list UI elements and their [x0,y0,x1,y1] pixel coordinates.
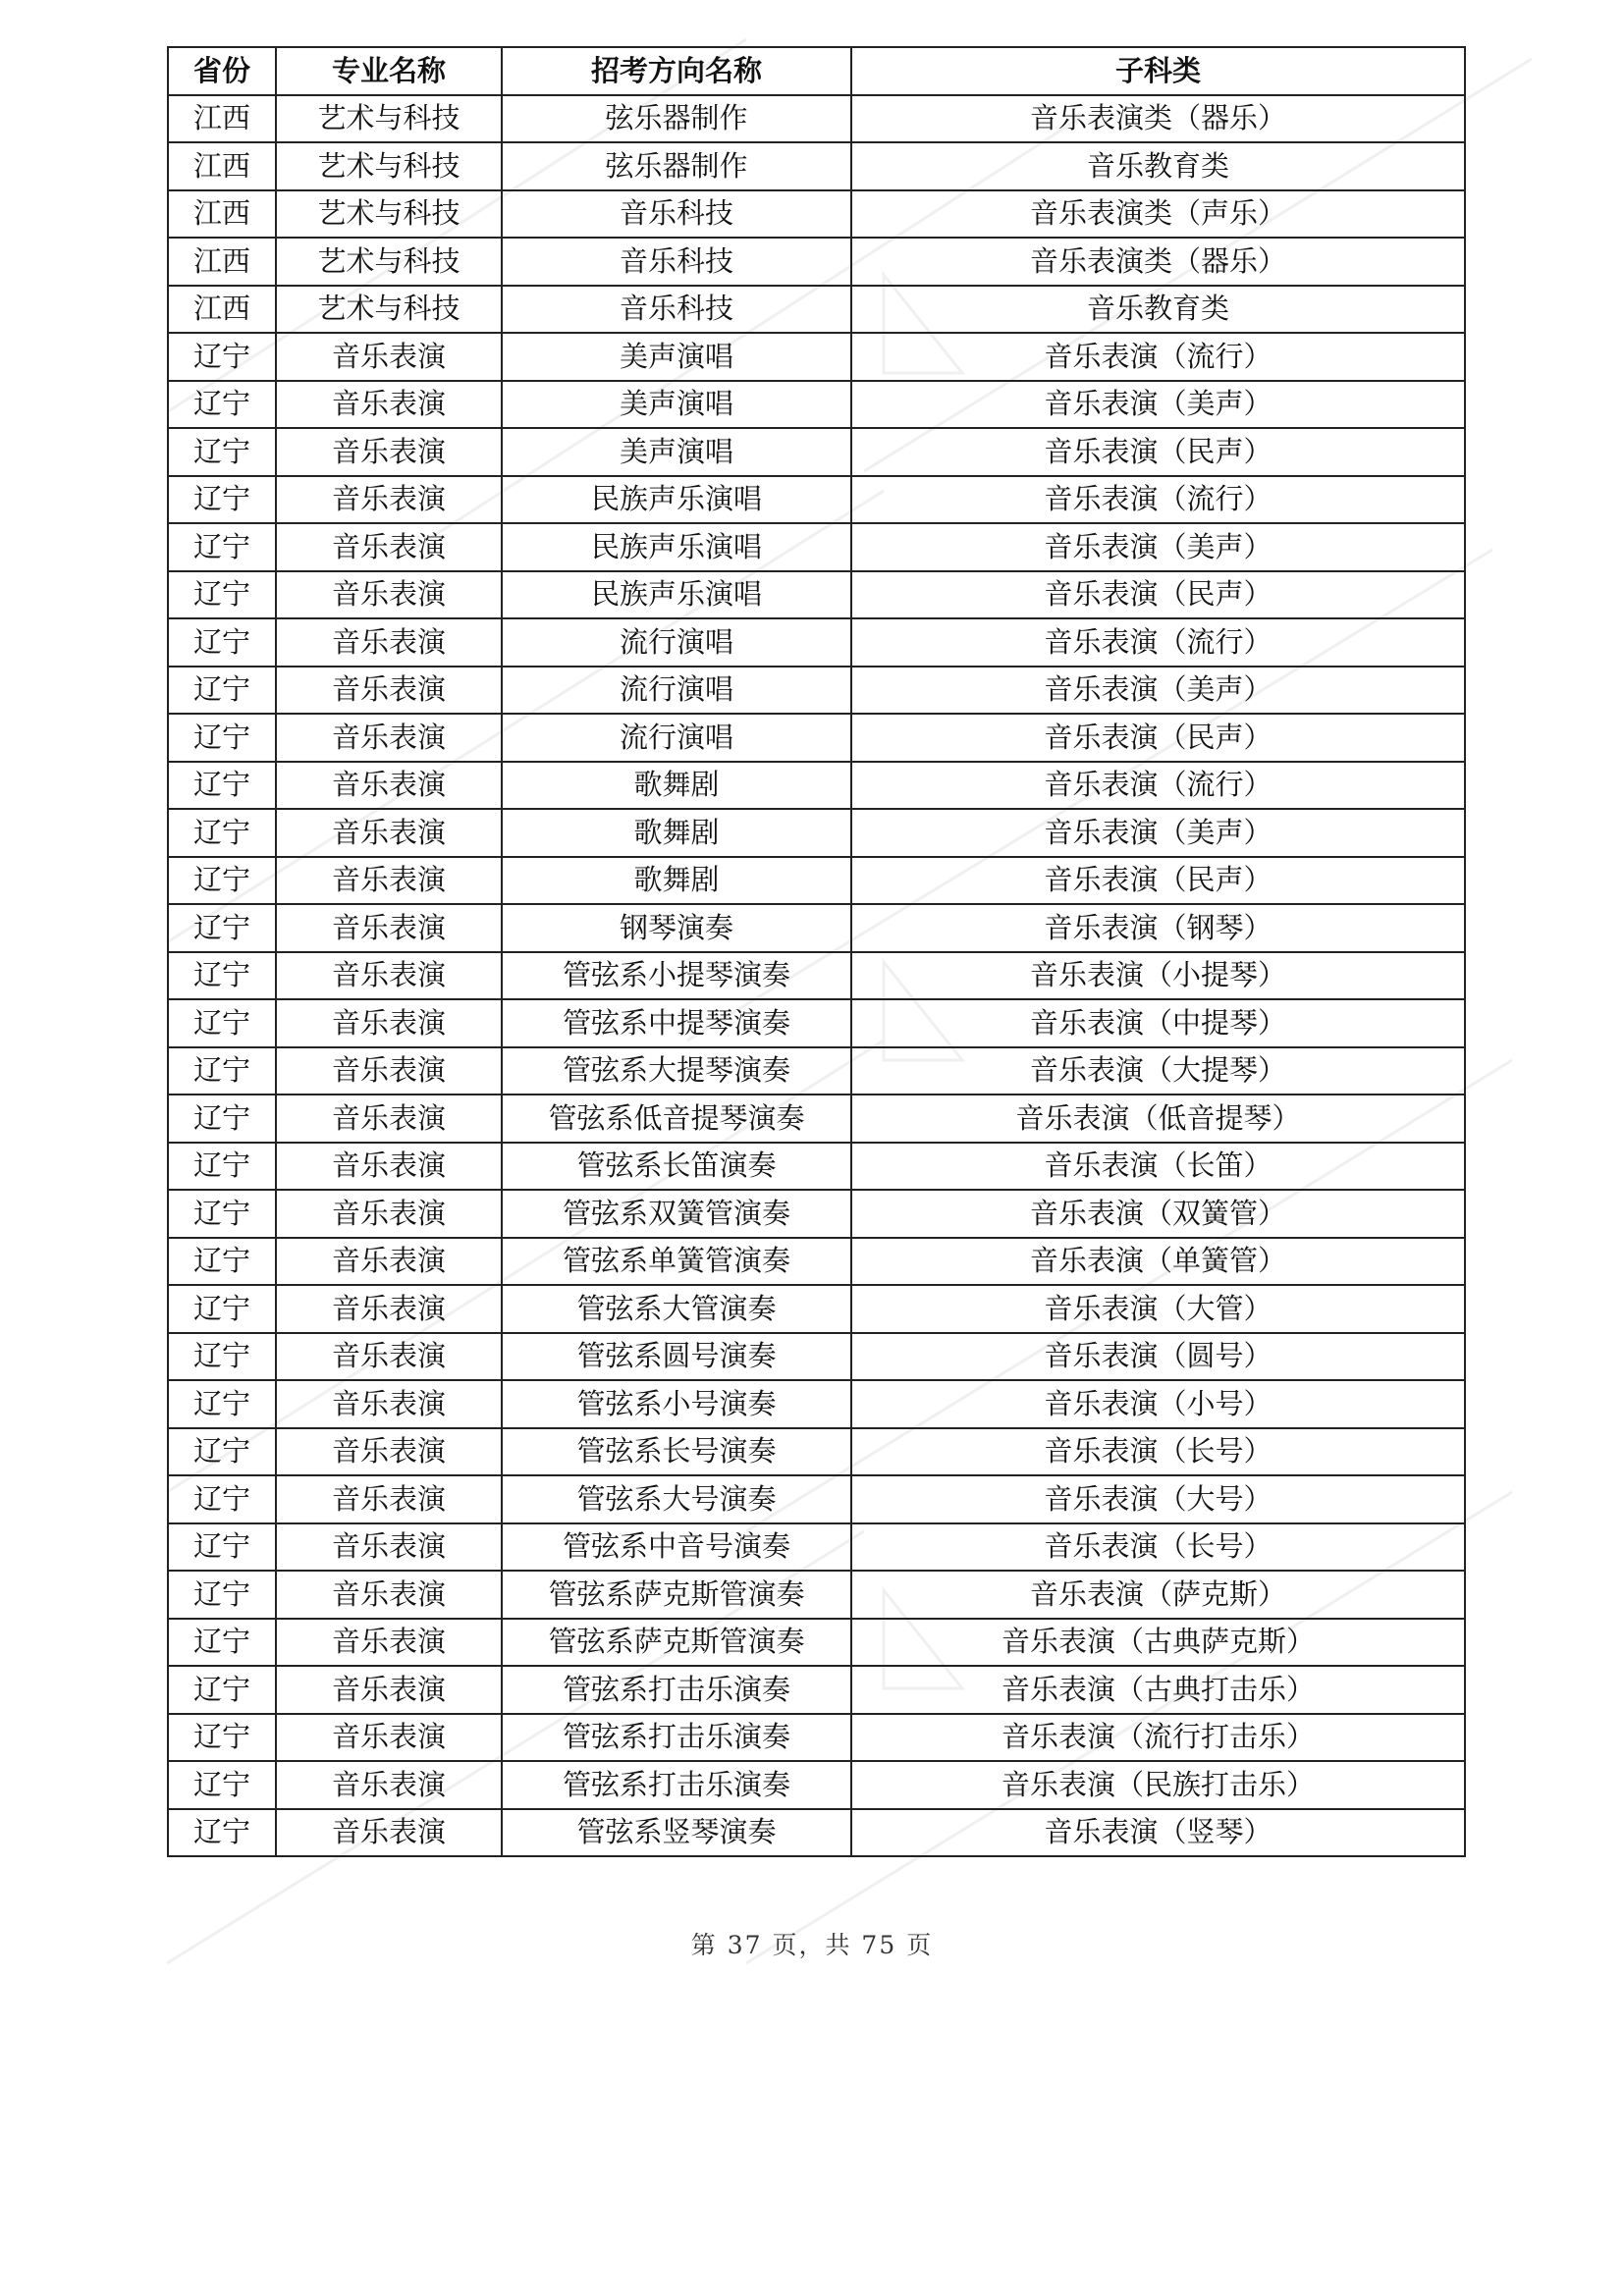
cell-direction: 管弦系竖琴演奏 [502,1809,851,1857]
cell-direction: 歌舞剧 [502,762,851,810]
cell-major: 艺术与科技 [276,190,502,239]
cell-major: 音乐表演 [276,1428,502,1476]
cell-direction: 管弦系双簧管演奏 [502,1190,851,1238]
table-row [168,714,1465,762]
cell-direction: 管弦系打击乐演奏 [502,1761,851,1809]
table-row [168,1333,1465,1381]
table-row [168,618,1465,667]
table-row [168,1380,1465,1428]
table-row [168,1809,1465,1857]
table-row [168,857,1465,905]
cell-major: 音乐表演 [276,1333,502,1381]
cell-province: 辽宁 [168,1666,276,1714]
column-header-direction: 招考方向名称 [502,47,851,95]
cell-province: 辽宁 [168,476,276,524]
cell-province: 辽宁 [168,999,276,1047]
cell-direction: 管弦系打击乐演奏 [502,1714,851,1762]
cell-province: 辽宁 [168,428,276,476]
cell-province: 辽宁 [168,809,276,857]
cell-subcategory: 音乐表演（古典打击乐） [851,1666,1465,1714]
cell-major: 艺术与科技 [276,95,502,143]
cell-direction: 美声演唱 [502,381,851,429]
cell-direction: 流行演唱 [502,618,851,667]
cell-subcategory: 音乐表演（美声） [851,667,1465,715]
cell-province: 江西 [168,190,276,239]
table-header [168,47,1465,95]
cell-province: 辽宁 [168,1143,276,1191]
cell-subcategory: 音乐表演（美声） [851,523,1465,571]
major-direction-table [167,46,1466,1857]
cell-major: 艺术与科技 [276,238,502,286]
cell-direction: 管弦系大管演奏 [502,1285,851,1333]
cell-major: 音乐表演 [276,809,502,857]
cell-direction: 歌舞剧 [502,857,851,905]
cell-major: 音乐表演 [276,381,502,429]
column-header-subcategory: 子科类 [851,47,1465,95]
cell-major: 音乐表演 [276,667,502,715]
cell-province: 辽宁 [168,762,276,810]
cell-subcategory: 音乐表演（大管） [851,1285,1465,1333]
cell-major: 音乐表演 [276,857,502,905]
header-row [168,47,1465,95]
cell-direction: 管弦系大提琴演奏 [502,1047,851,1095]
table-row [168,1475,1465,1523]
cell-subcategory: 音乐表演（民族打击乐） [851,1761,1465,1809]
table-row [168,999,1465,1047]
cell-subcategory: 音乐表演（圆号） [851,1333,1465,1381]
cell-major: 音乐表演 [276,1238,502,1286]
table-row [168,1571,1465,1619]
cell-province: 辽宁 [168,1714,276,1762]
cell-province: 辽宁 [168,381,276,429]
cell-direction: 管弦系大号演奏 [502,1475,851,1523]
cell-province: 江西 [168,238,276,286]
table-row [168,571,1465,619]
table-row [168,142,1465,190]
table-row [168,952,1465,1000]
cell-province: 辽宁 [168,1571,276,1619]
cell-province: 辽宁 [168,904,276,952]
cell-subcategory: 音乐表演（大号） [851,1475,1465,1523]
cell-subcategory: 音乐表演类（器乐） [851,95,1465,143]
table-row [168,904,1465,952]
cell-direction: 管弦系小号演奏 [502,1380,851,1428]
cell-direction: 流行演唱 [502,667,851,715]
table-row [168,1619,1465,1667]
cell-province: 辽宁 [168,1285,276,1333]
cell-subcategory: 音乐表演（长号） [851,1523,1465,1572]
cell-subcategory: 音乐表演（钢琴） [851,904,1465,952]
table-row [168,286,1465,334]
page-number: 第 37 页，共 75 页 [690,1931,934,1959]
cell-major: 音乐表演 [276,999,502,1047]
cell-major: 音乐表演 [276,523,502,571]
cell-major: 音乐表演 [276,1571,502,1619]
cell-province: 辽宁 [168,1333,276,1381]
cell-major: 音乐表演 [276,476,502,524]
cell-province: 辽宁 [168,1380,276,1428]
cell-major: 音乐表演 [276,1285,502,1333]
cell-major: 音乐表演 [276,714,502,762]
cell-direction: 管弦系小提琴演奏 [502,952,851,1000]
cell-direction: 歌舞剧 [502,809,851,857]
cell-direction: 管弦系打击乐演奏 [502,1666,851,1714]
cell-direction: 管弦系长号演奏 [502,1428,851,1476]
cell-province: 辽宁 [168,1095,276,1143]
table-row [168,238,1465,286]
cell-province: 辽宁 [168,333,276,381]
cell-direction: 音乐科技 [502,190,851,239]
cell-subcategory: 音乐表演（民声） [851,714,1465,762]
table-row [168,1428,1465,1476]
cell-major: 音乐表演 [276,1047,502,1095]
cell-direction: 流行演唱 [502,714,851,762]
cell-province: 辽宁 [168,952,276,1000]
cell-direction: 弦乐器制作 [502,142,851,190]
cell-subcategory: 音乐表演（古典萨克斯） [851,1619,1465,1667]
cell-major: 音乐表演 [276,952,502,1000]
cell-subcategory: 音乐表演（小号） [851,1380,1465,1428]
cell-province: 辽宁 [168,571,276,619]
cell-subcategory: 音乐表演类（器乐） [851,238,1465,286]
cell-subcategory: 音乐教育类 [851,142,1465,190]
cell-major: 音乐表演 [276,904,502,952]
cell-subcategory: 音乐表演（流行打击乐） [851,1714,1465,1762]
cell-major: 音乐表演 [276,1761,502,1809]
cell-subcategory: 音乐表演（美声） [851,809,1465,857]
cell-province: 辽宁 [168,1428,276,1476]
cell-major: 音乐表演 [276,1475,502,1523]
cell-major: 音乐表演 [276,1380,502,1428]
cell-province: 辽宁 [168,714,276,762]
cell-subcategory: 音乐表演（双簧管） [851,1190,1465,1238]
cell-major: 艺术与科技 [276,286,502,334]
cell-direction: 钢琴演奏 [502,904,851,952]
cell-direction: 管弦系中音号演奏 [502,1523,851,1572]
table-row [168,190,1465,239]
cell-province: 辽宁 [168,857,276,905]
table-row [168,333,1465,381]
table-row [168,809,1465,857]
table-row [168,95,1465,143]
cell-subcategory: 音乐表演（民声） [851,428,1465,476]
cell-direction: 管弦系萨克斯管演奏 [502,1619,851,1667]
cell-major: 音乐表演 [276,428,502,476]
cell-province: 辽宁 [168,1047,276,1095]
table-row [168,1047,1465,1095]
cell-direction: 民族声乐演唱 [502,523,851,571]
table-row [168,1143,1465,1191]
cell-province: 江西 [168,286,276,334]
cell-major: 音乐表演 [276,1523,502,1572]
cell-direction: 民族声乐演唱 [502,476,851,524]
column-header-major: 专业名称 [276,47,502,95]
cell-province: 辽宁 [168,1190,276,1238]
cell-province: 辽宁 [168,523,276,571]
table-row [168,381,1465,429]
cell-major: 音乐表演 [276,1666,502,1714]
cell-direction: 美声演唱 [502,333,851,381]
cell-province: 辽宁 [168,1238,276,1286]
cell-direction: 管弦系中提琴演奏 [502,999,851,1047]
cell-major: 音乐表演 [276,571,502,619]
cell-direction: 音乐科技 [502,238,851,286]
cell-subcategory: 音乐表演（竖琴） [851,1809,1465,1857]
cell-province: 辽宁 [168,1619,276,1667]
cell-direction: 弦乐器制作 [502,95,851,143]
cell-subcategory: 音乐教育类 [851,286,1465,334]
cell-direction: 管弦系萨克斯管演奏 [502,1571,851,1619]
table-row [168,1285,1465,1333]
cell-major: 音乐表演 [276,618,502,667]
column-header-province: 省份 [168,47,276,95]
table-row [168,428,1465,476]
cell-direction: 管弦系长笛演奏 [502,1143,851,1191]
cell-subcategory: 音乐表演类（声乐） [851,190,1465,239]
table-row [168,523,1465,571]
cell-major: 艺术与科技 [276,142,502,190]
table-row [168,1666,1465,1714]
cell-major: 音乐表演 [276,1619,502,1667]
cell-subcategory: 音乐表演（民声） [851,857,1465,905]
cell-subcategory: 音乐表演（低音提琴） [851,1095,1465,1143]
table-row [168,1190,1465,1238]
cell-province: 辽宁 [168,1809,276,1857]
cell-direction: 管弦系圆号演奏 [502,1333,851,1381]
cell-subcategory: 音乐表演（流行） [851,618,1465,667]
cell-direction: 管弦系单簧管演奏 [502,1238,851,1286]
cell-province: 江西 [168,142,276,190]
cell-direction: 音乐科技 [502,286,851,334]
cell-major: 音乐表演 [276,1143,502,1191]
cell-direction: 民族声乐演唱 [502,571,851,619]
cell-province: 辽宁 [168,1761,276,1809]
cell-province: 辽宁 [168,667,276,715]
cell-direction: 管弦系低音提琴演奏 [502,1095,851,1143]
table-row [168,1761,1465,1809]
cell-subcategory: 音乐表演（流行） [851,476,1465,524]
cell-subcategory: 音乐表演（流行） [851,762,1465,810]
cell-major: 音乐表演 [276,1095,502,1143]
cell-province: 辽宁 [168,1523,276,1572]
cell-province: 辽宁 [168,1475,276,1523]
cell-subcategory: 音乐表演（民声） [851,571,1465,619]
cell-subcategory: 音乐表演（萨克斯） [851,1571,1465,1619]
table-row [168,762,1465,810]
cell-major: 音乐表演 [276,762,502,810]
cell-subcategory: 音乐表演（长笛） [851,1143,1465,1191]
table-body [168,95,1465,1857]
cell-subcategory: 音乐表演（单簧管） [851,1238,1465,1286]
cell-subcategory: 音乐表演（小提琴） [851,952,1465,1000]
cell-major: 音乐表演 [276,1809,502,1857]
cell-subcategory: 音乐表演（大提琴） [851,1047,1465,1095]
table-row [168,1714,1465,1762]
cell-province: 辽宁 [168,618,276,667]
table-row [168,476,1465,524]
cell-major: 音乐表演 [276,1714,502,1762]
cell-major: 音乐表演 [276,333,502,381]
cell-direction: 美声演唱 [502,428,851,476]
cell-subcategory: 音乐表演（美声） [851,381,1465,429]
table-row [168,667,1465,715]
cell-subcategory: 音乐表演（长号） [851,1428,1465,1476]
cell-subcategory: 音乐表演（中提琴） [851,999,1465,1047]
table-row [168,1238,1465,1286]
cell-major: 音乐表演 [276,1190,502,1238]
cell-subcategory: 音乐表演（流行） [851,333,1465,381]
table-row [168,1523,1465,1572]
cell-province: 江西 [168,95,276,143]
table-row [168,1095,1465,1143]
